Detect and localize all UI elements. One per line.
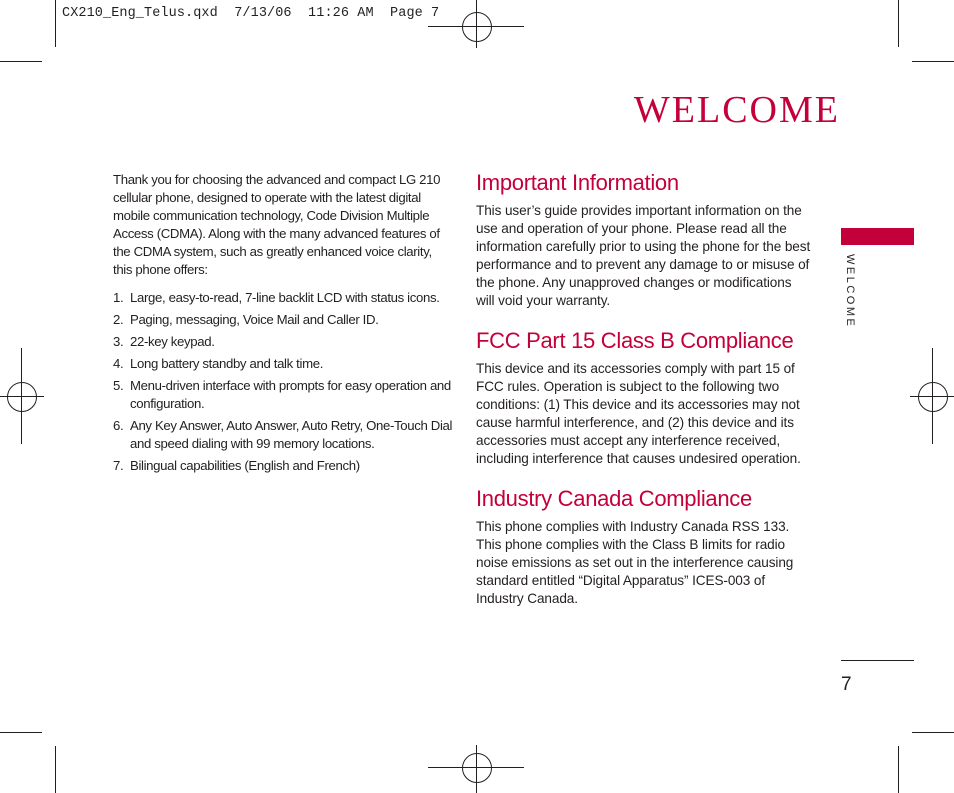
intro-paragraph: Thank you for choosing the advanced and compact LG 210 cellular phone, designed to operate with the latest digital mobile communication technology, Code Division Multiple Access (CDMA). Along with the many advanced features of the CDMA system, such as greatly enhanced voice clarity, this phone offers: bbox=[113, 172, 441, 277]
print-slug: CX210_Eng_Telus.qxd 7/13/06 11:26 AM Page 7 bbox=[62, 6, 440, 21]
info-column bbox=[476, 168, 811, 624]
important-information-section bbox=[476, 168, 811, 310]
section-tab-label: WELCOME bbox=[844, 254, 856, 329]
page-title: WELCOME bbox=[633, 89, 840, 131]
list-item: 3. 22-key keypad. bbox=[113, 334, 215, 349]
section-body: This phone complies with Industry Canada RSS 133. This phone complies with the Class B limits for radio noise emissions as set out in the interference causing standard entitled “Digital Apparatus” ICES-003 of Industry Canada. bbox=[476, 519, 794, 606]
list-item: 5. Menu-driven interface with prompts for easy operation and configuration. bbox=[113, 378, 451, 411]
list-item: 7. Bilingual capabilities (English and French) bbox=[113, 458, 360, 473]
list-item: 2. Paging, messaging, Voice Mail and Caller ID. bbox=[113, 312, 379, 327]
section-heading: Industry Canada Compliance bbox=[476, 486, 752, 511]
list-item: 6. Any Key Answer, Auto Answer, Auto Retry, One-Touch Dial and speed dialing with 99 memory locations. bbox=[113, 418, 453, 451]
feature-list bbox=[113, 289, 453, 475]
fcc-compliance-section bbox=[476, 326, 811, 468]
section-body: This user’s guide provides important information on the use and operation of your phone. Please read all the information carefully prior to using the phone for the best performance and to prevent any damage to or misuse of the phone. Any unapproved changes or modifications will void your warranty. bbox=[476, 203, 811, 308]
footer-rule bbox=[841, 660, 914, 661]
section-heading: FCC Part 15 Class B Compliance bbox=[476, 328, 794, 353]
list-item: 1. Large, easy-to-read, 7-line backlit LCD with status icons. bbox=[113, 290, 440, 305]
intro-column bbox=[113, 171, 453, 479]
page-number: 7 bbox=[841, 674, 852, 695]
section-body: This device and its accessories comply with part 15 of FCC rules. Operation is subject to the following two conditions: (1) This device and its accessories may not cause harmful interference, and (2) this device and its accessories must accept any interference received, including interference that causes undesired operation. bbox=[476, 361, 801, 466]
list-item: 4. Long battery standby and talk time. bbox=[113, 356, 324, 371]
section-tab-bar bbox=[841, 228, 914, 245]
section-heading: Important Information bbox=[476, 170, 679, 195]
industry-canada-section bbox=[476, 484, 811, 608]
